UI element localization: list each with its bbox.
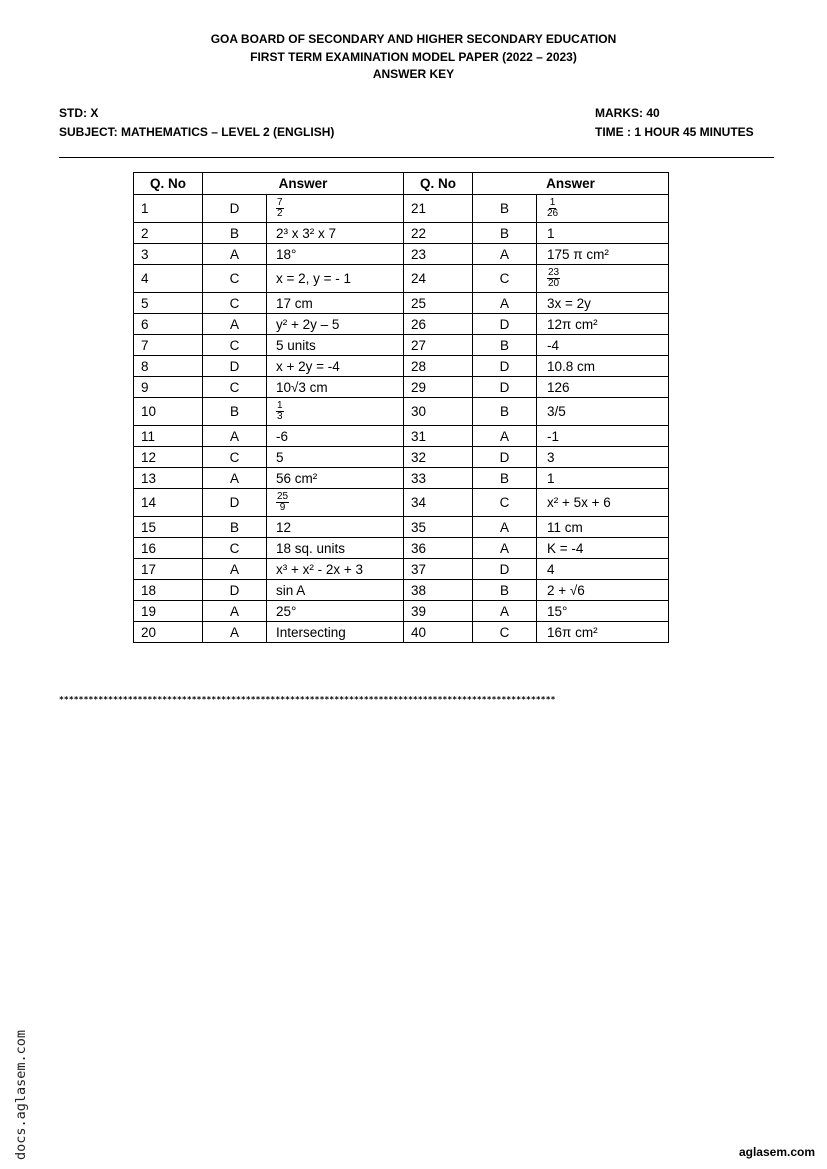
answer-value: x² + 5x + 6 — [537, 489, 669, 517]
answer-value: 1 — [537, 468, 669, 489]
answer-value — [267, 489, 404, 517]
table-row — [134, 601, 669, 622]
document-header — [0, 31, 827, 84]
table-row — [134, 356, 669, 377]
answer-option: D — [203, 580, 267, 601]
fraction-numerator: 1 — [277, 400, 283, 411]
answer-option: B — [203, 517, 267, 538]
fraction-denominator: 26 — [547, 208, 559, 219]
fraction-denominator: 3 — [277, 411, 283, 422]
fraction — [547, 268, 560, 289]
table-row — [134, 377, 669, 398]
table-row — [134, 195, 669, 223]
answer-option: D — [203, 356, 267, 377]
answer-option: A — [203, 559, 267, 580]
question-number: 38 — [404, 580, 473, 601]
question-number: 10 — [134, 398, 203, 426]
fraction — [547, 198, 558, 219]
answer-value: x = 2, y = - 1 — [267, 265, 404, 293]
question-number: 3 — [134, 244, 203, 265]
answer-value — [537, 195, 669, 223]
marks-label: MARKS: 40 — [595, 106, 660, 120]
answer-option: A — [473, 426, 537, 447]
answer-value — [267, 195, 404, 223]
answer-header: Answer — [473, 173, 669, 195]
answer-option: A — [473, 293, 537, 314]
answer-option: C — [203, 293, 267, 314]
answer-value: x³ + x² - 2x + 3 — [267, 559, 404, 580]
question-number: 9 — [134, 377, 203, 398]
answer-option: C — [203, 538, 267, 559]
table-row — [134, 468, 669, 489]
question-number: 18 — [134, 580, 203, 601]
watermark — [13, 995, 33, 1165]
answer-option: C — [473, 265, 537, 293]
answer-value: Intersecting — [267, 622, 404, 643]
header-divider — [59, 157, 774, 158]
std-label: STD: X — [59, 106, 99, 120]
answer-value: 25° — [267, 601, 404, 622]
fraction-numerator: 23 — [548, 267, 560, 278]
answer-value: x + 2y = -4 — [267, 356, 404, 377]
exam-title: FIRST TERM EXAMINATION MODEL PAPER (2022 – 2023) — [250, 49, 577, 64]
subject-label: SUBJECT: MATHEMATICS – LEVEL 2 (ENGLISH) — [59, 125, 335, 139]
answer-option: C — [473, 622, 537, 643]
question-number: 40 — [404, 622, 473, 643]
answer-option: D — [473, 447, 537, 468]
answer-option: A — [473, 538, 537, 559]
answer-option: C — [473, 489, 537, 517]
table-row — [134, 265, 669, 293]
fraction — [276, 492, 289, 513]
fraction-numerator: 1 — [549, 197, 556, 208]
answer-option: D — [473, 356, 537, 377]
board-title: GOA BOARD OF SECONDARY AND HIGHER SECONDARY EDUCATION — [210, 32, 617, 46]
answer-value: -4 — [537, 335, 669, 356]
answer-value: 2³ x 3² x 7 — [267, 223, 404, 244]
question-number: 17 — [134, 559, 203, 580]
table-row — [134, 314, 669, 335]
answer-option: B — [473, 398, 537, 426]
table-row — [134, 538, 669, 559]
qno-header: Q. No — [404, 173, 473, 195]
question-number: 5 — [134, 293, 203, 314]
answer-option: A — [473, 244, 537, 265]
answer-value — [267, 398, 404, 426]
answer-option: D — [473, 559, 537, 580]
question-number: 12 — [134, 447, 203, 468]
answer-value: 15° — [537, 601, 669, 622]
answer-option: C — [203, 377, 267, 398]
answer-option: B — [203, 223, 267, 244]
table-row — [134, 517, 669, 538]
answer-option: D — [473, 314, 537, 335]
fraction — [276, 401, 284, 422]
answer-option: C — [203, 265, 267, 293]
answer-value: sin A — [267, 580, 404, 601]
answer-option: B — [473, 468, 537, 489]
question-number: 25 — [404, 293, 473, 314]
table-row — [134, 244, 669, 265]
answer-option: A — [203, 314, 267, 335]
table-header-row — [134, 173, 669, 195]
answer-option: A — [203, 468, 267, 489]
fraction-denominator: 9 — [279, 502, 286, 513]
question-number: 23 — [404, 244, 473, 265]
answer-option: C — [203, 335, 267, 356]
question-number: 34 — [404, 489, 473, 517]
answer-value: 10√3 cm — [267, 377, 404, 398]
question-number: 1 — [134, 195, 203, 223]
answer-value: 4 — [537, 559, 669, 580]
answer-value: 5 units — [267, 335, 404, 356]
table-row — [134, 398, 669, 426]
table-row — [134, 580, 669, 601]
answer-option: A — [203, 426, 267, 447]
answer-option: A — [473, 517, 537, 538]
table-row — [134, 489, 669, 517]
answer-value: 17 cm — [267, 293, 404, 314]
answer-key-table — [133, 172, 669, 643]
answer-option: A — [203, 244, 267, 265]
question-number: 26 — [404, 314, 473, 335]
qno-header: Q. No — [134, 173, 203, 195]
answer-value: -1 — [537, 426, 669, 447]
answer-value: K = -4 — [537, 538, 669, 559]
answer-option: D — [203, 489, 267, 517]
question-number: 11 — [134, 426, 203, 447]
question-number: 20 — [134, 622, 203, 643]
answer-value: 5 — [267, 447, 404, 468]
answer-option: A — [203, 622, 267, 643]
answer-key-title: ANSWER KEY — [372, 67, 455, 81]
fraction-denominator: 2 — [277, 208, 283, 219]
answer-value: 12 — [267, 517, 404, 538]
answer-value: 3/5 — [537, 398, 669, 426]
answer-value: 10.8 cm — [537, 356, 669, 377]
question-number: 19 — [134, 601, 203, 622]
question-number: 27 — [404, 335, 473, 356]
answer-option: B — [473, 223, 537, 244]
answer-value: 16π cm² — [537, 622, 669, 643]
footer-site: aglasem.com — [738, 1145, 815, 1159]
question-number: 4 — [134, 265, 203, 293]
table-row — [134, 293, 669, 314]
question-number: 31 — [404, 426, 473, 447]
answer-option: B — [473, 195, 537, 223]
question-number: 15 — [134, 517, 203, 538]
answer-value: y² + 2y – 5 — [267, 314, 404, 335]
answer-option: A — [473, 601, 537, 622]
answer-option: D — [473, 377, 537, 398]
question-number: 33 — [404, 468, 473, 489]
end-divider: ***************************************************************************************************** — [59, 695, 556, 704]
answer-option: C — [203, 447, 267, 468]
question-number: 30 — [404, 398, 473, 426]
answer-value: 11 cm — [537, 517, 669, 538]
table-row — [134, 447, 669, 468]
fraction-denominator: 20 — [548, 278, 560, 289]
question-number: 39 — [404, 601, 473, 622]
question-number: 35 — [404, 517, 473, 538]
question-number: 21 — [404, 195, 473, 223]
question-number: 13 — [134, 468, 203, 489]
table-row — [134, 622, 669, 643]
question-number: 37 — [404, 559, 473, 580]
question-number: 14 — [134, 489, 203, 517]
answer-header: Answer — [203, 173, 404, 195]
question-number: 36 — [404, 538, 473, 559]
answer-option: B — [203, 398, 267, 426]
fraction — [276, 198, 284, 219]
question-number: 6 — [134, 314, 203, 335]
time-label: TIME : 1 HOUR 45 MINUTES — [595, 125, 754, 139]
answer-value: 3x = 2y — [537, 293, 669, 314]
question-number: 24 — [404, 265, 473, 293]
table-row — [134, 559, 669, 580]
answer-option: B — [473, 335, 537, 356]
answer-value: 175 π cm² — [537, 244, 669, 265]
answer-value: 3 — [537, 447, 669, 468]
question-number: 29 — [404, 377, 473, 398]
fraction-numerator: 7 — [277, 197, 283, 208]
answer-option: D — [203, 195, 267, 223]
answer-value: 1 — [537, 223, 669, 244]
question-number: 32 — [404, 447, 473, 468]
answer-value: 18° — [267, 244, 404, 265]
answer-value: -6 — [267, 426, 404, 447]
fraction-numerator: 25 — [277, 491, 289, 502]
answer-option: B — [473, 580, 537, 601]
question-number: 2 — [134, 223, 203, 244]
answer-value: 126 — [537, 377, 669, 398]
question-number: 16 — [134, 538, 203, 559]
answer-value: 12π cm² — [537, 314, 669, 335]
question-number: 22 — [404, 223, 473, 244]
watermark-text: docs.aglasem.com — [13, 1029, 29, 1160]
answer-value: 56 cm² — [267, 468, 404, 489]
question-number: 28 — [404, 356, 473, 377]
answer-value: 18 sq. units — [267, 538, 404, 559]
table-row — [134, 426, 669, 447]
table-row — [134, 335, 669, 356]
answer-value: 2 + √6 — [537, 580, 669, 601]
question-number: 8 — [134, 356, 203, 377]
question-number: 7 — [134, 335, 203, 356]
answer-value — [537, 265, 669, 293]
answer-option: A — [203, 601, 267, 622]
table-row — [134, 223, 669, 244]
